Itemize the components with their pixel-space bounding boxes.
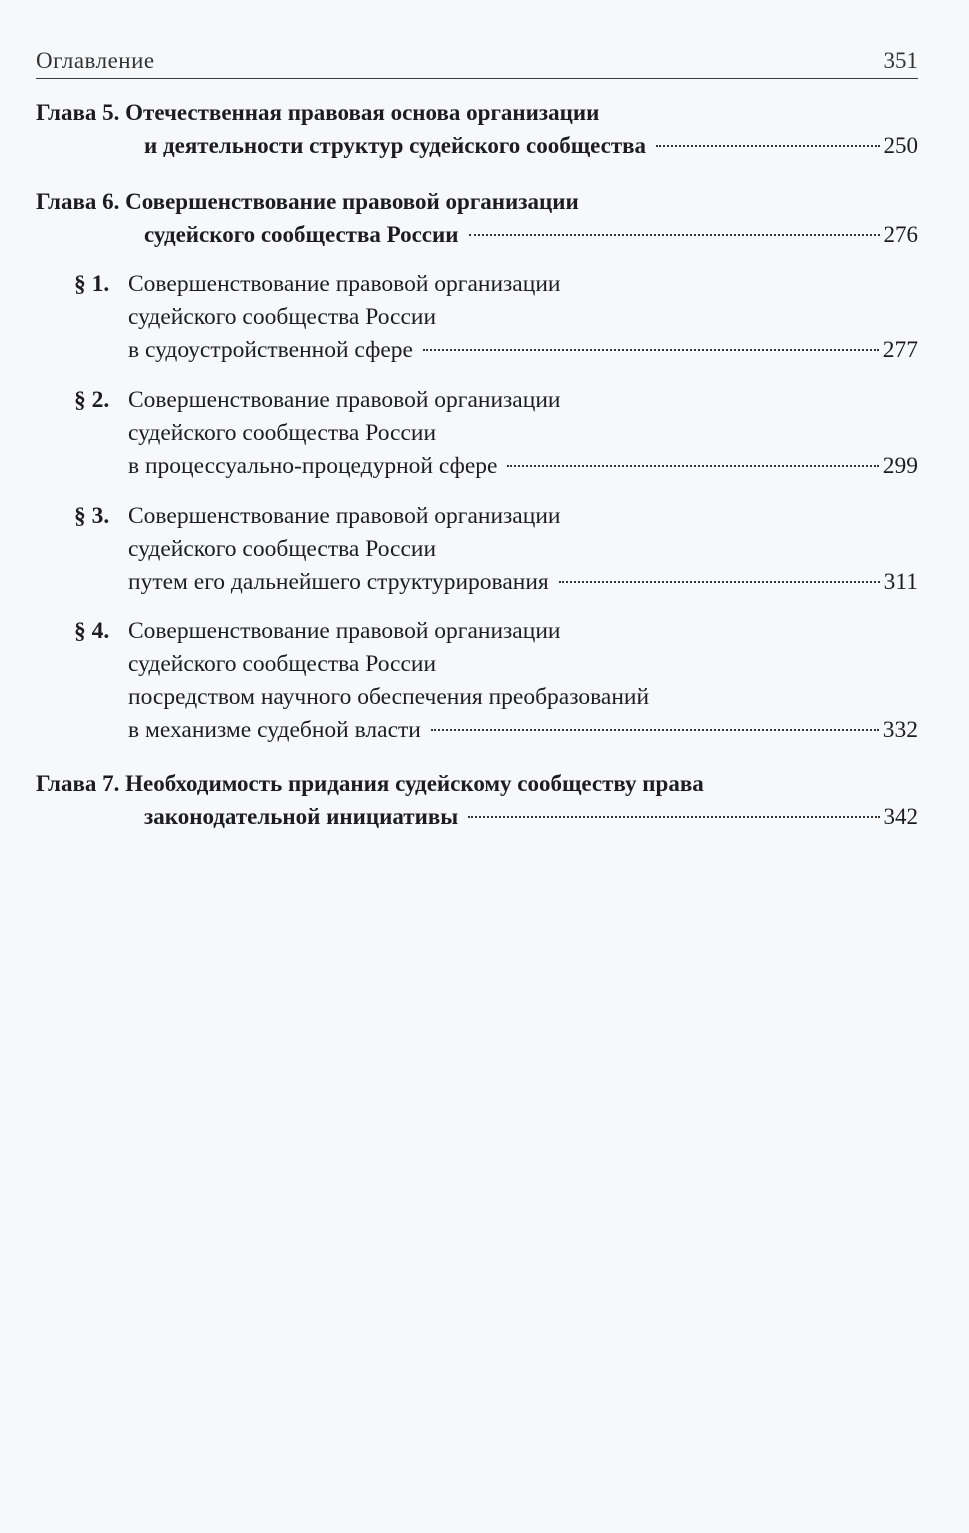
entry-title-line: судейского сообщества России xyxy=(144,222,459,247)
dot-leader xyxy=(559,581,880,583)
entry-title-line: Совершенствование правовой организации xyxy=(125,189,579,214)
entry-label: § 3. xyxy=(74,503,110,529)
entry-label: § 4. xyxy=(74,618,110,644)
entry-page-number: 311 xyxy=(883,569,918,595)
entry-title-line: судейского сообщества России xyxy=(128,536,437,562)
toc-entry-paragraph-4[interactable] xyxy=(36,615,918,747)
toc-entry-chapter-5[interactable] xyxy=(36,96,918,162)
entry-title-line: законодательной инициативы xyxy=(144,804,459,829)
dot-leader xyxy=(423,349,879,351)
entry-page-number: 342 xyxy=(883,804,918,829)
entry-page-number: 332 xyxy=(882,717,918,743)
dot-leader xyxy=(468,816,879,818)
entry-title-line: судейского сообщества России xyxy=(128,304,437,330)
dot-leader xyxy=(469,234,880,236)
entry-title-line: в механизме судебной власти xyxy=(128,717,421,743)
dot-leader xyxy=(656,145,879,147)
entry-page-number: 277 xyxy=(882,337,918,363)
entry-title-line: и деятельности структур судейского сообщества xyxy=(144,133,647,158)
entry-title-line: судейского сообщества России xyxy=(128,420,437,446)
entry-page-number: 299 xyxy=(882,453,918,479)
entry-title-line: Совершенствование правовой организации xyxy=(128,503,561,529)
toc-entry-paragraph-3[interactable] xyxy=(36,500,918,599)
entry-title-line: Отечественная правовая основа организации xyxy=(125,100,600,125)
entry-title-line: путем его дальнейшего структурирования xyxy=(128,569,549,595)
entry-label: § 2. xyxy=(74,387,110,413)
toc-entry-paragraph-2[interactable] xyxy=(36,384,918,483)
toc-entry-chapter-7[interactable] xyxy=(36,767,918,833)
dot-leader xyxy=(431,729,879,731)
toc-entry-paragraph-1[interactable] xyxy=(36,268,918,367)
entry-label: Глава 7. xyxy=(36,771,120,796)
entry-title-line: посредством научного обеспечения преобразований xyxy=(128,684,650,710)
running-header xyxy=(36,44,918,79)
dot-leader xyxy=(507,465,878,467)
entry-title-line: Необходимость придания судейскому сообществу права xyxy=(125,771,704,796)
entry-title-line: Совершенствование правовой организации xyxy=(128,618,561,644)
section-title: Оглавление xyxy=(36,48,155,73)
entry-label: Глава 6. xyxy=(36,189,120,214)
entry-page-number: 276 xyxy=(883,222,918,247)
entry-title-line: в судоустройственной сфере xyxy=(128,337,413,363)
page-number: 351 xyxy=(883,48,918,73)
entry-label: § 1. xyxy=(74,271,110,297)
entry-page-number: 250 xyxy=(883,133,918,158)
toc-entry-chapter-6[interactable] xyxy=(36,185,918,251)
entry-title-line: в процессуально-процедурной сфере xyxy=(128,453,498,479)
entry-label: Глава 5. xyxy=(36,100,120,125)
entry-title-line: судейского сообщества России xyxy=(128,651,437,677)
entry-title-line: Совершенствование правовой организации xyxy=(128,271,561,297)
entry-title-line: Совершенствование правовой организации xyxy=(128,387,561,413)
